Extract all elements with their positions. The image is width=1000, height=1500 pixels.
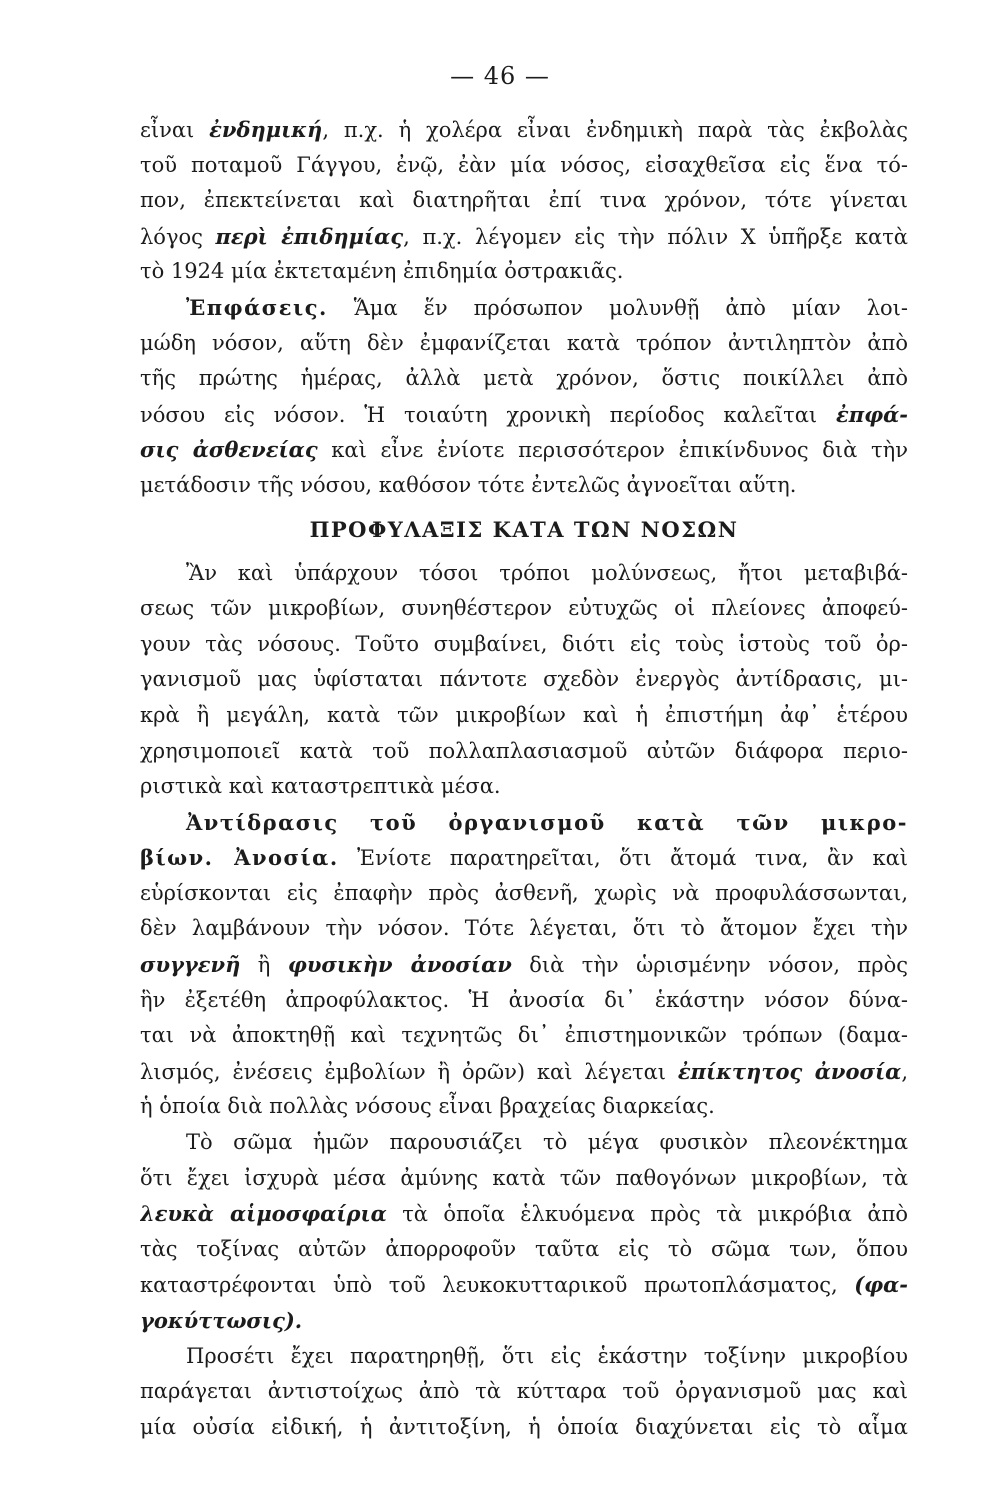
text-line (140, 911, 908, 947)
emphasized-term: συγγενῆ (140, 952, 241, 978)
text-segment: Ἅμα ἕν πρόσωπον μολυνθῇ ἀπὸ μίαν λοι- (327, 295, 908, 320)
emphasized-term: ἐπφά- (835, 401, 908, 427)
text-line (140, 361, 908, 397)
text-line (140, 1089, 908, 1125)
text-segment: τοῦ ποταμοῦ Γάγγου, ἐνῷ, ἐὰν μία νόσος, εἰσαχθεῖσα εἰς ἕνα τό- (140, 152, 908, 177)
text-line (140, 1018, 908, 1054)
text-line (140, 840, 908, 876)
text-line (140, 148, 908, 184)
text-segment: διὰ τὴν ὡρισμένην νόσον, πρὸς (511, 953, 908, 978)
text-line (140, 769, 908, 805)
text-line (140, 662, 908, 698)
text-segment: ΠΡΟΦΥΛΑΞΙΣ ΚΑΤΑ ΤΩΝ ΝΟΣΩΝ (309, 516, 739, 542)
text-segment: Τὸ σῶμα ἡμῶν παρουσιάζει τὸ μέγα φυσικὸν πλεονέκτημα (186, 1130, 908, 1155)
spaced-subheading: βίων. Ἀνοσία. (140, 845, 339, 871)
text-segment: ἢ (240, 953, 288, 978)
text-line (140, 1196, 908, 1232)
text-segment: , π.χ. ἡ χολέρα εἶναι ἐνδημικὴ παρὰ τὰς ἐκβολὰς (322, 118, 908, 142)
text-segment: εἶναι (140, 118, 210, 142)
text-segment: εὑρίσκονται εἰς ἐπαφὴν πρὸς ἀσθενῆ, χωρὶς νὰ προφυλάσσωνται, (140, 880, 908, 905)
text-segment: τὰ ὁποῖα ἑλκυόμενα πρὸς τὰ μικρόβια ἀπὸ (386, 1202, 908, 1227)
text-segment: Προσέτι ἔχει παρατηρηθῇ, ὅτι εἰς ἑκάστην τοξίνην μικροβίου (186, 1343, 908, 1368)
text-segment: λόγος (140, 224, 216, 249)
text-line (140, 219, 908, 255)
text-line (140, 183, 908, 219)
emphasized-term: σις ἀσθενείας (140, 437, 318, 463)
text-line (140, 1374, 908, 1410)
emphasized-term: λευκὰ αἱμοσφαίρια (140, 1201, 387, 1227)
emphasized-term: ἐνδημική (209, 117, 323, 142)
text-segment: ὅτι ἔχει ἰσχυρὰ μέσα ἀμύνης κατὰ τῶν παθογόνων μικροβίων, τὰ (140, 1165, 908, 1190)
text-segment: Ἐνίοτε παρατηρεῖται, ὅτι ἄτομά τινα, ἂν καὶ (338, 846, 908, 871)
text-line (140, 591, 908, 627)
text-segment: ἡ ὁποία διὰ πολλὰς νόσους εἶναι βραχείας διαρκείας. (140, 1094, 715, 1119)
text-segment: καὶ εἶνε ἐνίοτε περισσότερον ἐπικίνδυνος διὰ τὴν (317, 438, 908, 463)
text-line (140, 698, 908, 734)
text-segment: ριστικὰ καὶ καταστρεπτικὰ μέσα. (140, 774, 501, 799)
text-segment: καταστρέφονται ὑπὸ τοῦ λευκοκυτταρικοῦ πρωτοπλάσματος, (140, 1273, 855, 1298)
text-line (140, 397, 908, 433)
text-segment: μώδη νόσον, αὕτη δὲν ἐμφανίζεται κατὰ τρόπον ἀντιληπτὸν ἀπὸ (140, 330, 908, 355)
text-segment: , π.χ. λέγομεν εἰς τὴν πόλιν Χ ὑπῆρξε κατὰ (403, 224, 908, 249)
spaced-subheading: Ἐπφάσεις. (186, 294, 328, 320)
emphasized-term: φυσικὴν ἀνοσίαν (287, 952, 512, 978)
text-line (140, 112, 908, 148)
text-line (140, 326, 908, 362)
text-line (140, 556, 908, 592)
spaced-subheading: Ἀντίδρασις τοῦ ὀργανισμοῦ κατὰ τῶν μικρο- (186, 809, 908, 835)
text-segment: τῆς πρώτης ἡμέρας, ἀλλὰ μετὰ χρόνον, ὅστις ποικίλλει ἀπὸ (140, 366, 908, 391)
text-line (140, 1339, 908, 1375)
text-line (140, 627, 908, 663)
text-segment: , (901, 1059, 908, 1084)
text-segment: παράγεται ἀντιστοίχως ἀπὸ τὰ κύτταρα τοῦ ὀργανισμοῦ μας καὶ (140, 1379, 908, 1404)
text-line (140, 983, 908, 1019)
text-segment: γανισμοῦ μας ὑφίσταται πάντοτε σχεδὸν ἐνεργὸς ἀντίδρασις, μι- (140, 667, 908, 692)
text-line (140, 876, 908, 912)
emphasized-term: περὶ ἐπιδημίας (215, 223, 404, 249)
text-segment: λισμός, ἐνέσεις ἐμβολίων ἢ ὀρῶν) καὶ λέγεται (140, 1059, 678, 1084)
text-line (140, 1267, 908, 1303)
text-segment: χρησιμοποιεῖ κατὰ τοῦ πολλαπλασιασμοῦ αὐτῶν διάφορα περιο- (140, 738, 908, 763)
text-segment: δὲν λαμβάνουν τὴν νόσον. Τότε λέγεται, ὅτι τὸ ἄτομον ἔχει τὴν (140, 916, 908, 941)
text-line (140, 947, 908, 983)
text-line (140, 1303, 908, 1339)
page-number: — 46 — (450, 62, 550, 90)
text-line (140, 1161, 908, 1197)
emphasized-term: γοκύττωσις). (140, 1308, 303, 1333)
text-line (140, 468, 908, 504)
text-segment: τὰς τοξίνας αὐτῶν ἀπορροφοῦν ταῦτα εἰς τὸ σῶμα των, ὅπου (140, 1236, 908, 1261)
text-line (140, 432, 908, 468)
text-line (140, 1410, 908, 1446)
text-segment: νόσου εἰς νόσον. Ἡ τοιαύτη χρονικὴ περίοδος καλεῖται (140, 402, 836, 427)
text-segment: μία οὐσία εἰδική, ἡ ἀντιτοξίνη, ἡ ὁποία διαχύνεται εἰς τὸ αἷμα (140, 1414, 908, 1439)
text-line (140, 290, 908, 326)
text-line (140, 1232, 908, 1268)
text-line (140, 734, 908, 770)
text-line (140, 254, 908, 290)
text-line (140, 1054, 908, 1090)
emphasized-term: ἐπίκτητος ἀνοσία (677, 1058, 902, 1084)
text-segment: σεως τῶν μικροβίων, συνηθέστερον εὐτυχῶς οἱ πλείονες ἀποφεύ- (140, 596, 908, 621)
text-segment: κρὰ ἢ μεγάλη, κατὰ τῶν μικροβίων καὶ ἡ ἐπιστήμη ἀφ᾽ ἑτέρου (140, 702, 908, 727)
text-segment: ται νὰ ἀποκτηθῇ καὶ τεχνητῶς δι᾽ ἐπιστημονικῶν τρόπων (δαμα- (140, 1023, 908, 1048)
emphasized-term: (φα- (854, 1272, 908, 1298)
text-segment: μετάδοσιν τῆς νόσου, καθόσον τότε ἐντελῶς ἀγνοεῖται αὕτη. (140, 472, 797, 497)
text-segment: ἣν ἐξετέθη ἀπροφύλακτος. Ἡ ἀνοσία δι᾽ ἑκάστην νόσον δύνα- (140, 987, 908, 1012)
text-line (140, 805, 908, 841)
text-segment: γουν τὰς νόσους. Τοῦτο συμβαίνει, διότι εἰς τοὺς ἱστοὺς τοῦ ὀρ- (140, 631, 908, 656)
text-segment: Ἂν καὶ ὑπάρχουν τόσοι τρόποι μολύνσεως, ἤτοι μεταβιβά- (186, 560, 908, 585)
section-heading (140, 508, 908, 552)
body-text (140, 112, 908, 1445)
text-segment: πον, ἐπεκτείνεται καὶ διατηρῆται ἐπί τινα χρόνον, τότε γίνεται (140, 188, 908, 213)
text-segment: τὸ 1924 μία ἐκτεταμένη ἐπιδημία ὀστρακιᾶς. (140, 259, 624, 284)
text-line (140, 1125, 908, 1161)
